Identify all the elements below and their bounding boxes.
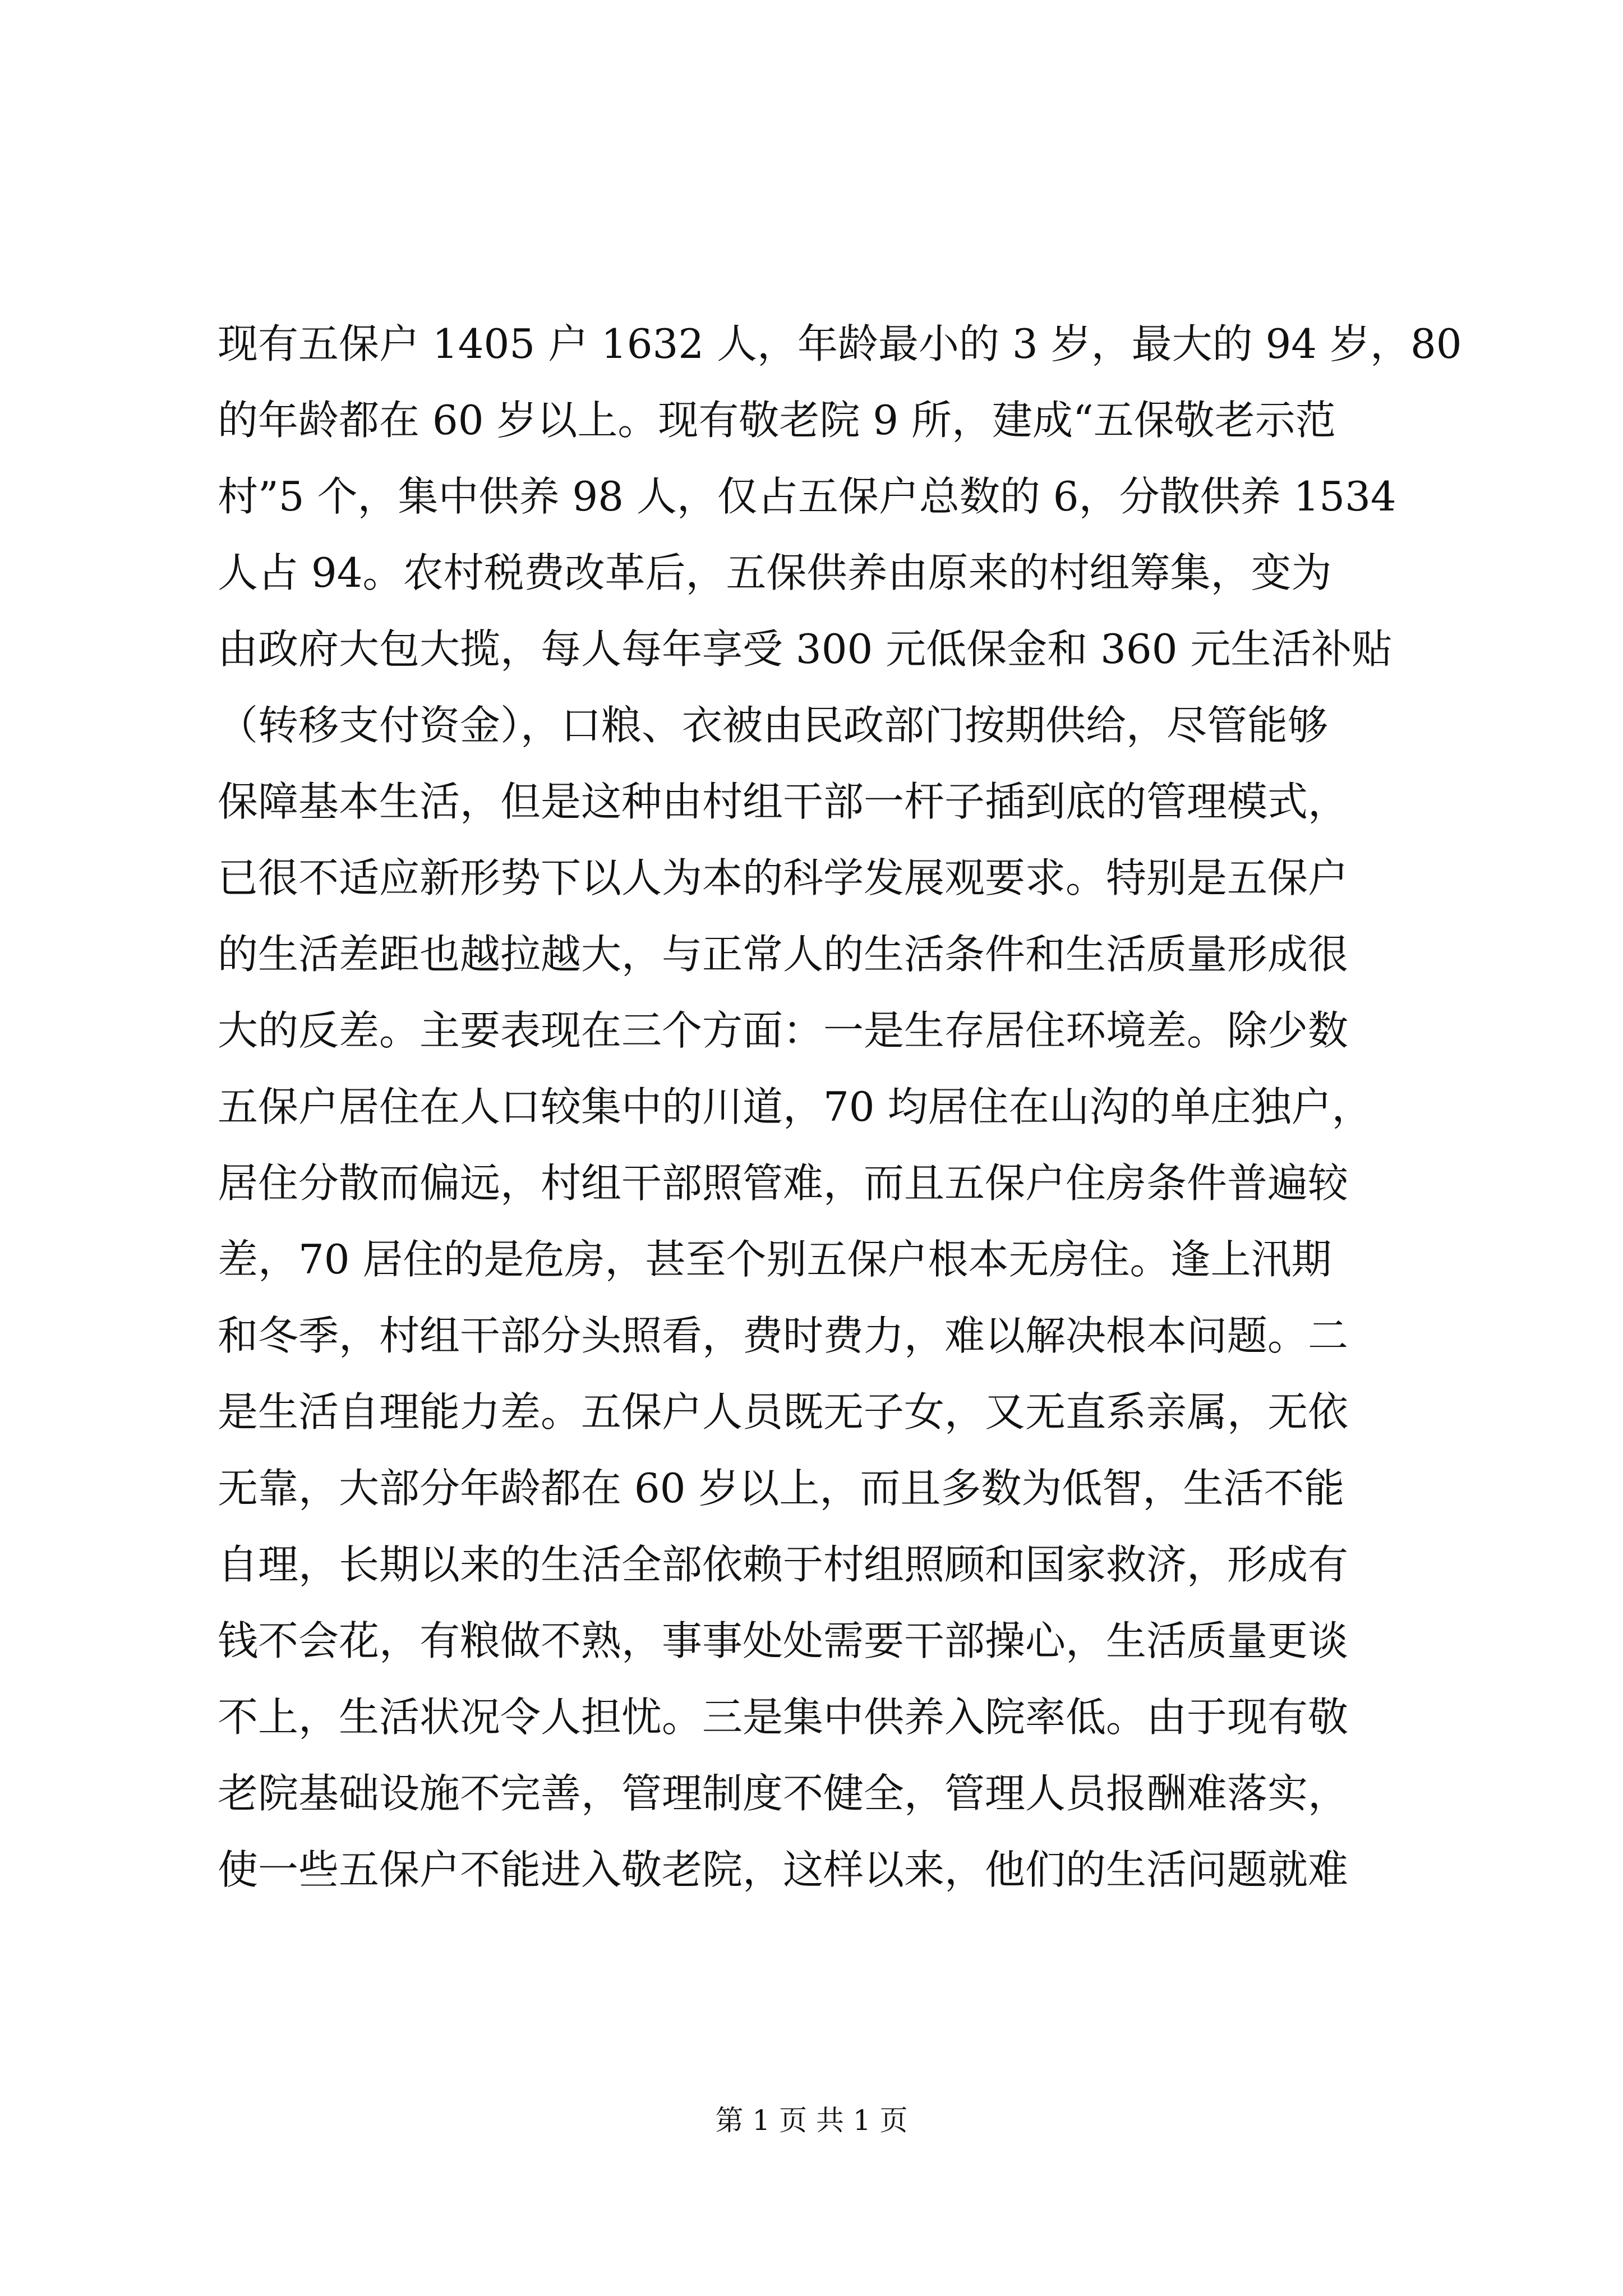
page-footer: 第 1 页 共 1 页 xyxy=(715,2104,908,2137)
text-line: 的生活差距也越拉越大，与正常人的生活条件和生活质量形成很 xyxy=(218,931,1349,978)
text-line: 保障基本生活，但是这种由村组干部一杆子插到底的管理模式， xyxy=(218,778,1349,825)
text-line: 已很不适应新形势下以人为本的科学发展观要求。特别是五保户 xyxy=(218,854,1349,901)
text-line: 不上，生活状况令人担忧。三是集中供养入院率低。由于现有敬 xyxy=(218,1694,1349,1741)
text-line: 五保户居住在人口较集中的川道，70 均居住在山沟的单庄独户， xyxy=(218,1083,1372,1130)
text-line: 居住分散而偏远，村组干部照管难，而且五保户住房条件普遍较 xyxy=(218,1159,1349,1207)
text-line: 使一些五保户不能进入敬老院，这样以来，他们的生活问题就难 xyxy=(218,1846,1349,1893)
text-line: （转移支付资金），口粮、衣被由民政部门按期供给，尽管能够 xyxy=(218,702,1329,749)
text-line: 现有五保户 1405 户 1632 人，年龄最小的 3 岁，最大的 94 岁，80 xyxy=(218,320,1462,367)
text-line: 差，70 居住的是危房，甚至个别五保户根本无房住。逢上汛期 xyxy=(218,1236,1332,1283)
text-line: 大的反差。主要表现在三个方面：一是生存居住环境差。除少数 xyxy=(218,1007,1349,1054)
body-paragraph xyxy=(218,306,1462,1908)
text-line: 老院基础设施不完善，管理制度不健全，管理人员报酬难落实， xyxy=(218,1770,1349,1817)
text-line: 钱不会花，有粮做不熟，事事处处需要干部操心，生活质量更谈 xyxy=(218,1617,1349,1664)
text-line: 人占 94。农村税费改革后，五保供养由原来的村组筹集，变为 xyxy=(218,549,1332,596)
text-line: 村”5 个，集中供养 98 人，仅占五保户总数的 6，分散供养 1534 xyxy=(218,473,1396,520)
text-line: 和冬季，村组干部分头照看，费时费力，难以解决根本问题。二 xyxy=(218,1312,1349,1359)
text-line: 无靠，大部分年龄都在 60 岁以上，而且多数为低智，生活不能 xyxy=(218,1465,1345,1512)
text-line: 的年龄都在 60 岁以上。现有敬老院 9 所，建成“五保敬老示范 xyxy=(218,397,1336,444)
text-line: 自理，长期以来的生活全部依赖于村组照顾和国家救济，形成有 xyxy=(218,1541,1349,1588)
text-line: 由政府大包大揽，每人每年享受 300 元低保金和 360 元生活补贴 xyxy=(218,625,1393,673)
text-line: 是生活自理能力差。五保户人员既无子女，又无直系亲属，无依 xyxy=(218,1388,1349,1435)
